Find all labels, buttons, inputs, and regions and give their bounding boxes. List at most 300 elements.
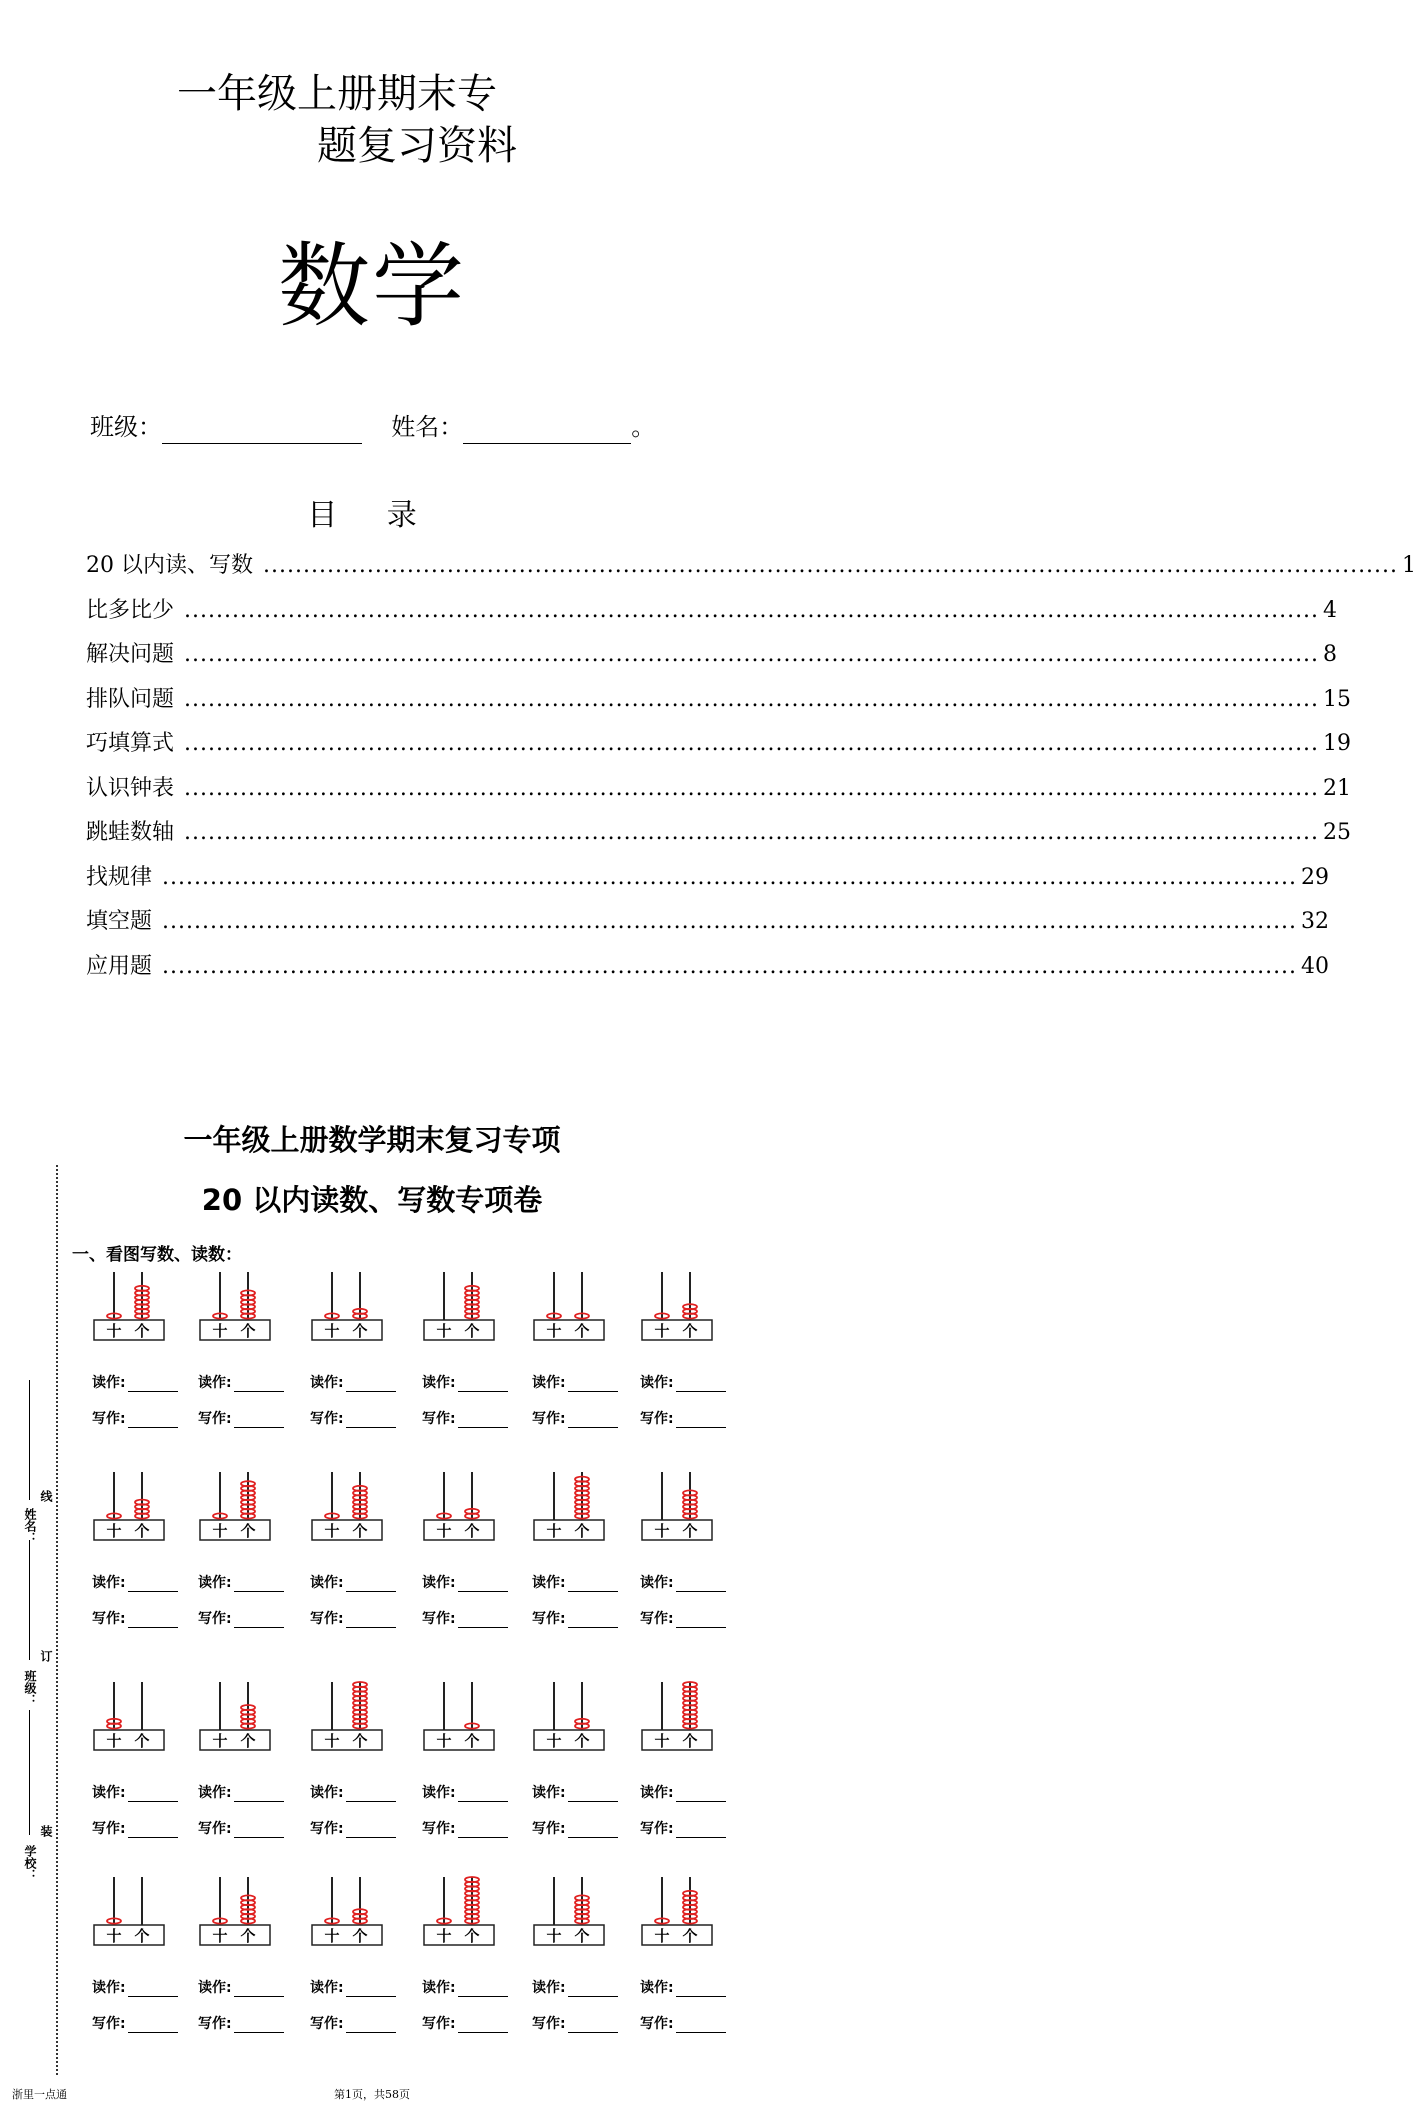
toc-item-page: 15 [1323,686,1352,712]
read-field[interactable] [640,1977,726,1997]
read-label: 读作: [310,1375,344,1391]
toc-item[interactable] [86,548,1416,593]
toc-item-page: 1 [1402,553,1416,578]
toc-item-label: 20 以内读、写数 [86,553,253,578]
read-blank[interactable] [346,1577,396,1592]
tens-place-label: 十 [654,1322,670,1340]
write-blank[interactable] [676,1413,726,1428]
abacus-figure [92,1875,192,1945]
write-label: 写作: [422,2016,456,2032]
toc-item-page: 32 [1301,909,1330,934]
write-blank[interactable] [676,1823,726,1838]
write-label: 写作: [92,2016,126,2032]
write-label: 写作: [310,2016,344,2032]
read-field[interactable] [198,1782,284,1802]
write-label: 写作: [92,1411,126,1427]
write-label: 写作: [92,1611,126,1627]
read-label: 读作: [92,1575,126,1591]
read-label: 读作: [532,1785,566,1801]
toc-item-label: 找规律 [86,864,153,890]
write-label: 写作: [198,2016,232,2032]
tens-place-label: 十 [654,1522,670,1540]
binding-line [56,1165,58,2075]
toc-item[interactable] [86,682,1352,727]
binding-zhuang: 装 [39,1825,53,1837]
ones-place-label: 个 [464,1522,480,1540]
toc-leader-dots: .............................................................................................................................................. [184,731,1320,756]
write-blank[interactable] [568,1413,618,1428]
toc-item-label: 排队问题 [86,686,175,712]
abacus-figure [422,1875,522,1945]
toc-item[interactable] [86,593,1338,638]
ones-place-label: 个 [352,1322,368,1340]
read-label: 读作: [198,1785,232,1801]
write-field[interactable] [198,1818,284,1838]
abacus-base [424,1925,494,1945]
ones-place-label: 个 [352,1927,368,1945]
toc-item-label: 巧填算式 [86,731,175,756]
write-blank[interactable] [346,1823,396,1838]
write-blank[interactable] [346,2018,396,2033]
toc-leader-dots: .............................................................................................................................................. [162,909,1298,934]
abacus-figure [532,1470,632,1540]
read-blank[interactable] [676,1982,726,1997]
toc-item-page: 25 [1323,820,1352,845]
toc-leader-dots: .............................................................................................................................................. [263,553,1399,578]
toc-item-page: 40 [1301,953,1330,979]
toc-heading: 目 录 [307,498,437,533]
toc-item[interactable] [86,904,1330,949]
tens-place-label: 十 [212,1927,228,1945]
read-label: 读作: [310,1785,344,1801]
write-label: 写作: [198,1821,232,1837]
read-field[interactable] [198,1977,284,1997]
read-field[interactable] [422,1572,508,1592]
toc-item-label: 应用题 [86,953,153,979]
read-field[interactable] [92,1977,178,1997]
write-blank[interactable] [458,1413,508,1428]
ones-place-label: 个 [682,1927,698,1945]
write-blank[interactable] [128,2018,178,2033]
abacus-base [312,1925,382,1945]
read-field[interactable] [422,1782,508,1802]
abacus-base [534,1730,604,1750]
read-field[interactable] [92,1372,178,1392]
read-field[interactable] [422,1977,508,1997]
write-field[interactable] [198,1408,284,1428]
toc-item[interactable] [86,726,1352,771]
read-field[interactable] [92,1782,178,1802]
write-blank[interactable] [458,1823,508,1838]
read-blank[interactable] [568,1982,618,1997]
abacus-base [94,1730,164,1750]
read-blank[interactable] [346,1377,396,1392]
read-blank[interactable] [128,1577,178,1592]
tens-place-label: 十 [546,1522,562,1540]
tens-place-label: 十 [212,1322,228,1340]
write-field[interactable] [532,1818,618,1838]
write-blank[interactable] [128,1823,178,1838]
toc-item-label: 比多比少 [86,597,175,623]
ones-place-label: 个 [134,1927,150,1945]
write-label: 写作: [198,1411,232,1427]
class-label: 班级： [90,413,162,441]
table-of-contents [86,548,1416,993]
toc-leader-dots: .............................................................................................................................................. [184,820,1320,845]
write-blank[interactable] [234,2018,284,2033]
abacus-figure [198,1680,298,1750]
read-label: 读作: [92,1375,126,1391]
toc-item-label: 认识钟表 [86,775,175,801]
toc-item-label: 解决问题 [86,642,175,667]
ones-place-label: 个 [240,1927,256,1945]
tens-place-label: 十 [436,1927,452,1945]
abacus-figure [532,1270,632,1340]
write-field[interactable] [310,1408,396,1428]
name-label: 姓名： [391,413,464,441]
write-field[interactable] [422,2013,508,2033]
ones-place-label: 个 [134,1522,150,1540]
abacus-base [200,1520,270,1540]
abacus-figure [422,1470,522,1540]
tens-place-label: 十 [324,1732,340,1750]
toc-leader-dots: .............................................................................................................................................. [184,642,1320,667]
tens-place-label: 十 [654,1927,670,1945]
abacus-base [200,1320,270,1340]
abacus-base [534,1320,604,1340]
abacus-figure [310,1680,410,1750]
binding-name-label: 姓名： [23,1508,37,1544]
read-field[interactable] [532,1782,618,1802]
write-field[interactable] [532,1408,618,1428]
abacus-base [200,1925,270,1945]
read-blank[interactable] [676,1377,726,1392]
write-blank[interactable] [128,1613,178,1628]
read-field[interactable] [422,1372,508,1392]
read-field[interactable] [532,1372,618,1392]
toc-item[interactable] [86,860,1330,905]
ones-place-label: 个 [574,1322,590,1340]
write-field[interactable] [198,2013,284,2033]
write-blank[interactable] [458,1613,508,1628]
abacus-base [424,1730,494,1750]
read-label: 读作: [532,1575,566,1591]
toc-leader-dots: .............................................................................................................................................. [184,597,1320,623]
write-field[interactable] [640,1608,726,1628]
write-field[interactable] [92,1818,178,1838]
abacus-figure [310,1470,410,1540]
tens-place-label: 十 [106,1927,122,1945]
read-blank[interactable] [676,1577,726,1592]
binding-school-label: 学校： [23,1845,37,1881]
abacus-base [200,1730,270,1750]
write-label: 写作: [640,1611,674,1627]
abacus-figure [92,1270,192,1340]
abacus-figure [92,1470,192,1540]
write-field[interactable] [92,1408,178,1428]
read-blank[interactable] [234,1982,284,1997]
write-field[interactable] [422,1408,508,1428]
ones-place-label: 个 [574,1927,590,1945]
write-blank[interactable] [676,1613,726,1628]
write-field[interactable] [92,2013,178,2033]
toc-leader-dots: .............................................................................................................................................. [162,864,1298,890]
binding-xian: 线 [39,1490,53,1502]
tens-place-label: 十 [546,1927,562,1945]
abacus-base [94,1520,164,1540]
read-blank[interactable] [128,1377,178,1392]
write-field[interactable] [310,1818,396,1838]
read-field[interactable] [92,1572,178,1592]
write-label: 写作: [422,1821,456,1837]
write-field[interactable] [310,1608,396,1628]
read-label: 读作: [198,1575,232,1591]
toc-item-page: 29 [1301,864,1330,890]
abacus-figure [198,1270,298,1340]
read-field[interactable] [310,1977,396,1997]
read-label: 读作: [532,1375,566,1391]
write-label: 写作: [310,1821,344,1837]
ones-place-label: 个 [240,1322,256,1340]
toc-item[interactable] [86,949,1330,994]
read-label: 读作: [532,1980,566,1996]
write-field[interactable] [310,2013,396,2033]
write-label: 写作: [640,2016,674,2032]
ones-place-label: 个 [682,1322,698,1340]
read-label: 读作: [198,1375,232,1391]
tens-place-label: 十 [654,1732,670,1750]
read-blank[interactable] [568,1787,618,1802]
worksheet-title: 一年级上册数学期末复习专项 [183,1123,561,1157]
read-label: 读作: [422,1785,456,1801]
read-blank[interactable] [128,1982,178,1997]
tens-place-label: 十 [546,1322,562,1340]
read-label: 读作: [422,1575,456,1591]
footer-page: 第1页，共58页 [334,2088,410,2101]
read-blank[interactable] [346,1982,396,1997]
abacus-base [642,1730,712,1750]
read-label: 读作: [310,1575,344,1591]
write-label: 写作: [310,1611,344,1627]
abacus-base [534,1520,604,1540]
write-label: 写作: [310,1411,344,1427]
read-label: 读作: [640,1785,674,1801]
toc-item-page: 4 [1323,597,1338,623]
read-field[interactable] [532,1572,618,1592]
tens-place-label: 十 [436,1522,452,1540]
toc-item-label: 填空题 [86,909,153,934]
write-blank[interactable] [234,1413,284,1428]
read-blank[interactable] [234,1577,284,1592]
write-label: 写作: [422,1411,456,1427]
write-label: 写作: [640,1821,674,1837]
toc-item[interactable] [86,771,1352,816]
abacus-figure [640,1875,740,1945]
abacus-base [312,1520,382,1540]
abacus-base [94,1925,164,1945]
write-blank[interactable] [676,2018,726,2033]
write-blank[interactable] [458,2018,508,2033]
read-field[interactable] [198,1372,284,1392]
write-blank[interactable] [346,1613,396,1628]
write-field[interactable] [422,1818,508,1838]
read-field[interactable] [310,1572,396,1592]
abacus-figure [532,1680,632,1750]
read-label: 读作: [92,1785,126,1801]
tens-place-label: 十 [324,1522,340,1540]
worksheet-subtitle: 20 以内读数、写数专项卷 [201,1183,543,1217]
read-field[interactable] [640,1782,726,1802]
ones-place-label: 个 [240,1732,256,1750]
read-label: 读作: [198,1980,232,1996]
abacus-base [424,1520,494,1540]
ones-place-label: 个 [240,1522,256,1540]
abacus-figure [92,1680,192,1750]
tens-place-label: 十 [324,1322,340,1340]
write-field[interactable] [640,1408,726,1428]
read-blank[interactable] [128,1787,178,1802]
toc-item-page: 19 [1323,731,1352,756]
write-blank[interactable] [234,1823,284,1838]
read-blank[interactable] [234,1787,284,1802]
ones-place-label: 个 [352,1732,368,1750]
binding-class-label: 班级： [23,1670,37,1706]
abacus-figure [422,1680,522,1750]
tens-place-label: 十 [212,1522,228,1540]
read-blank[interactable] [458,1787,508,1802]
tens-place-label: 十 [324,1927,340,1945]
write-label: 写作: [532,1411,566,1427]
tens-place-label: 十 [106,1522,122,1540]
read-blank[interactable] [458,1982,508,1997]
toc-item[interactable] [86,815,1352,860]
ones-place-label: 个 [134,1322,150,1340]
tens-place-label: 十 [546,1732,562,1750]
class-name-line [90,410,655,444]
tens-place-label: 十 [106,1732,122,1750]
cover-title-line1: 一年级上册期末专 [177,71,497,117]
abacus-figure [422,1270,522,1340]
ones-place-label: 个 [464,1732,480,1750]
read-blank[interactable] [234,1377,284,1392]
write-field[interactable] [640,1818,726,1838]
tens-place-label: 十 [436,1322,452,1340]
toc-leader-dots: .............................................................................................................................................. [184,686,1320,712]
read-blank[interactable] [458,1577,508,1592]
toc-item-page: 8 [1323,642,1338,667]
ones-place-label: 个 [574,1732,590,1750]
read-label: 读作: [310,1980,344,1996]
abacus-base [312,1730,382,1750]
abacus-base [312,1320,382,1340]
read-blank[interactable] [568,1377,618,1392]
read-label: 读作: [422,1375,456,1391]
abacus-figure [640,1470,740,1540]
ones-place-label: 个 [682,1732,698,1750]
binding-school-blank [29,1710,30,1835]
ones-place-label: 个 [574,1522,590,1540]
read-label: 读作: [640,1375,674,1391]
write-blank[interactable] [568,1613,618,1628]
name-blank[interactable] [463,417,631,444]
ones-place-label: 个 [682,1522,698,1540]
tens-place-label: 十 [436,1732,452,1750]
ones-place-label: 个 [134,1732,150,1750]
read-label: 读作: [640,1575,674,1591]
abacus-figure [310,1270,410,1340]
read-blank[interactable] [458,1377,508,1392]
section-heading: 一、看图写数、读数： [72,1245,242,1265]
read-blank[interactable] [346,1787,396,1802]
write-label: 写作: [92,1821,126,1837]
end-mark: 。 [631,413,656,441]
class-blank[interactable] [162,417,362,444]
read-field[interactable] [310,1782,396,1802]
abacus-base [642,1925,712,1945]
abacus-figure [198,1470,298,1540]
write-blank[interactable] [568,2018,618,2033]
read-label: 读作: [92,1980,126,1996]
subject-title: 数学 [277,233,466,340]
toc-leader-dots: .............................................................................................................................................. [162,953,1298,979]
binding-name-blank [29,1380,30,1500]
read-field[interactable] [532,1977,618,1997]
write-label: 写作: [532,2016,566,2032]
write-field[interactable] [198,1608,284,1628]
read-field[interactable] [640,1572,726,1592]
write-label: 写作: [422,1611,456,1627]
toc-leader-dots: .............................................................................................................................................. [184,775,1320,801]
write-label: 写作: [532,1611,566,1627]
abacus-base [424,1320,494,1340]
write-label: 写作: [198,1611,232,1627]
write-field[interactable] [532,1608,618,1628]
abacus-base [642,1320,712,1340]
tens-place-label: 十 [212,1732,228,1750]
toc-item-page: 21 [1323,775,1352,801]
write-blank[interactable] [346,1413,396,1428]
write-blank[interactable] [568,1823,618,1838]
cover-title-line2: 题复习资料 [317,123,517,169]
read-field[interactable] [640,1372,726,1392]
abacus-figure [198,1875,298,1945]
ones-place-label: 个 [464,1927,480,1945]
read-blank[interactable] [676,1787,726,1802]
abacus-figure [532,1875,632,1945]
abacus-base [534,1925,604,1945]
read-blank[interactable] [568,1577,618,1592]
toc-item[interactable] [86,637,1338,682]
read-field[interactable] [198,1572,284,1592]
abacus-figure [640,1680,740,1750]
abacus-figure [640,1270,740,1340]
write-blank[interactable] [128,1413,178,1428]
read-label: 读作: [422,1980,456,1996]
write-field[interactable] [92,1608,178,1628]
write-blank[interactable] [234,1613,284,1628]
write-field[interactable] [532,2013,618,2033]
abacus-base [94,1320,164,1340]
write-label: 写作: [640,1411,674,1427]
read-field[interactable] [310,1372,396,1392]
write-field[interactable] [422,1608,508,1628]
tens-place-label: 十 [106,1322,122,1340]
toc-item-label: 跳蛙数轴 [86,820,175,845]
write-field[interactable] [640,2013,726,2033]
binding-ding: 订 [39,1650,53,1662]
abacus-base [642,1520,712,1540]
abacus-figure [310,1875,410,1945]
